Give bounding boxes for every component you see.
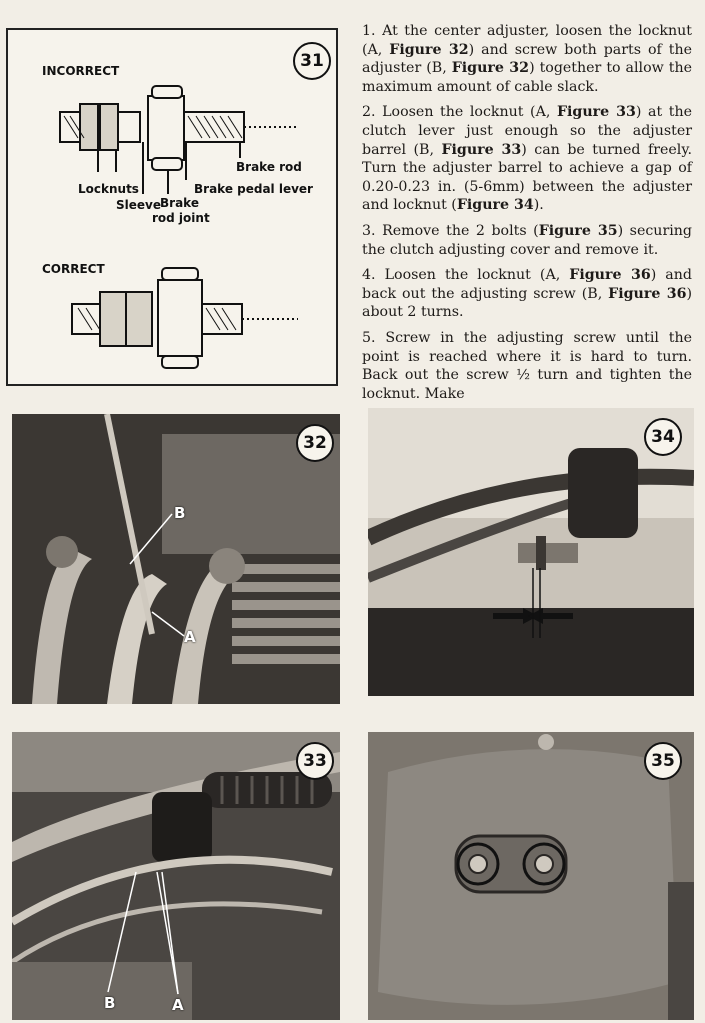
- step-text: ) about 2 turns.: [362, 285, 692, 321]
- clutch-cover-illustration: [368, 732, 694, 1020]
- figure-35-number: 35: [644, 742, 682, 780]
- step-5: [362, 329, 692, 403]
- step-text: ) and screw both parts of the adjuster (B,: [362, 41, 692, 77]
- figure-31-number: 31: [293, 42, 331, 80]
- step-text: ).: [533, 197, 544, 214]
- step-number: 5.: [362, 329, 376, 346]
- figure-35-photo: [368, 732, 694, 1020]
- step-text: Remove the 2 bolts (: [382, 222, 539, 239]
- bleed-through-text: [360, 2, 690, 20]
- correct-heading: CORRECT: [42, 262, 105, 276]
- figure-reference: Figure 33: [441, 141, 522, 158]
- clutch-lever-illustration: [12, 732, 340, 1020]
- step-text: ) securing the clutch adjusting cover and remove it.: [362, 222, 692, 258]
- instructions-column: [362, 22, 692, 410]
- label-locknuts: Locknuts: [78, 182, 139, 196]
- step-number: 3.: [362, 222, 376, 239]
- step-text: At the center adjuster, loosen the locknut (A,: [362, 23, 692, 58]
- figure-34-photo: [368, 408, 694, 696]
- figure-reference: Figure 33: [556, 104, 636, 121]
- incorrect-heading: INCORRECT: [42, 64, 120, 78]
- bleed-through-band: [368, 700, 694, 730]
- step-text: ) can be turned freely. Turn the adjuster barrel to achieve a gap of 0.20-0.23 in. (5-6mm) between the adjuster and locknut (: [362, 141, 692, 214]
- step-text: Screw in the adjusting screw until the point is reached where it is hard to turn. Back out the screw ½ turn and tighten the locknut. Make: [362, 329, 692, 402]
- step-text: ) at the clutch lever just enough so the adjuster barrel (B,: [362, 104, 693, 158]
- step-text: ) and back out the adjusting screw (B,: [362, 267, 692, 302]
- step-text: Loosen the locknut (A,: [382, 104, 557, 121]
- label-brake-rod-joint-line2: rod joint: [152, 211, 210, 225]
- figure-reference: Figure 36: [608, 285, 687, 302]
- step-2: [362, 103, 692, 215]
- adjuster-gap-illustration: [368, 408, 694, 696]
- figure-reference: Figure 32: [389, 41, 469, 58]
- figure-33-number: 33: [296, 742, 334, 780]
- figure-32-number: 32: [296, 424, 334, 462]
- figure-reference: Figure 36: [569, 267, 651, 284]
- step-4: [362, 266, 692, 322]
- step-text: Loosen the locknut (A,: [384, 267, 570, 284]
- step-3: [362, 222, 692, 259]
- figure-32-label-b: B: [174, 504, 186, 522]
- figure-33-label-b: B: [104, 994, 116, 1012]
- figure-33-label-a: A: [172, 996, 184, 1014]
- figure-32-label-a: A: [184, 628, 196, 646]
- label-brake-rod-joint-line1: Brake: [160, 196, 199, 210]
- step-number: 2.: [362, 104, 376, 121]
- label-brake-pedal-lever: Brake pedal lever: [194, 182, 313, 196]
- figure-34-number: 34: [644, 418, 682, 456]
- step-text: ) together to allow the maximum amount of cable slack.: [362, 60, 692, 95]
- figure-31-diagram: [6, 28, 338, 386]
- engine-cylinder-illustration: [12, 414, 340, 704]
- figure-32-photo: [12, 414, 340, 704]
- label-sleeve: Sleeve: [116, 198, 161, 212]
- step-1: [362, 22, 692, 96]
- step-number: 1.: [362, 23, 376, 39]
- figure-reference: Figure 34: [456, 197, 534, 214]
- figure-reference: Figure 35: [538, 222, 618, 239]
- figure-reference: Figure 32: [451, 60, 530, 77]
- step-number: 4.: [362, 267, 376, 284]
- label-brake-rod: Brake rod: [236, 160, 302, 174]
- figure-33-photo: [12, 732, 340, 1020]
